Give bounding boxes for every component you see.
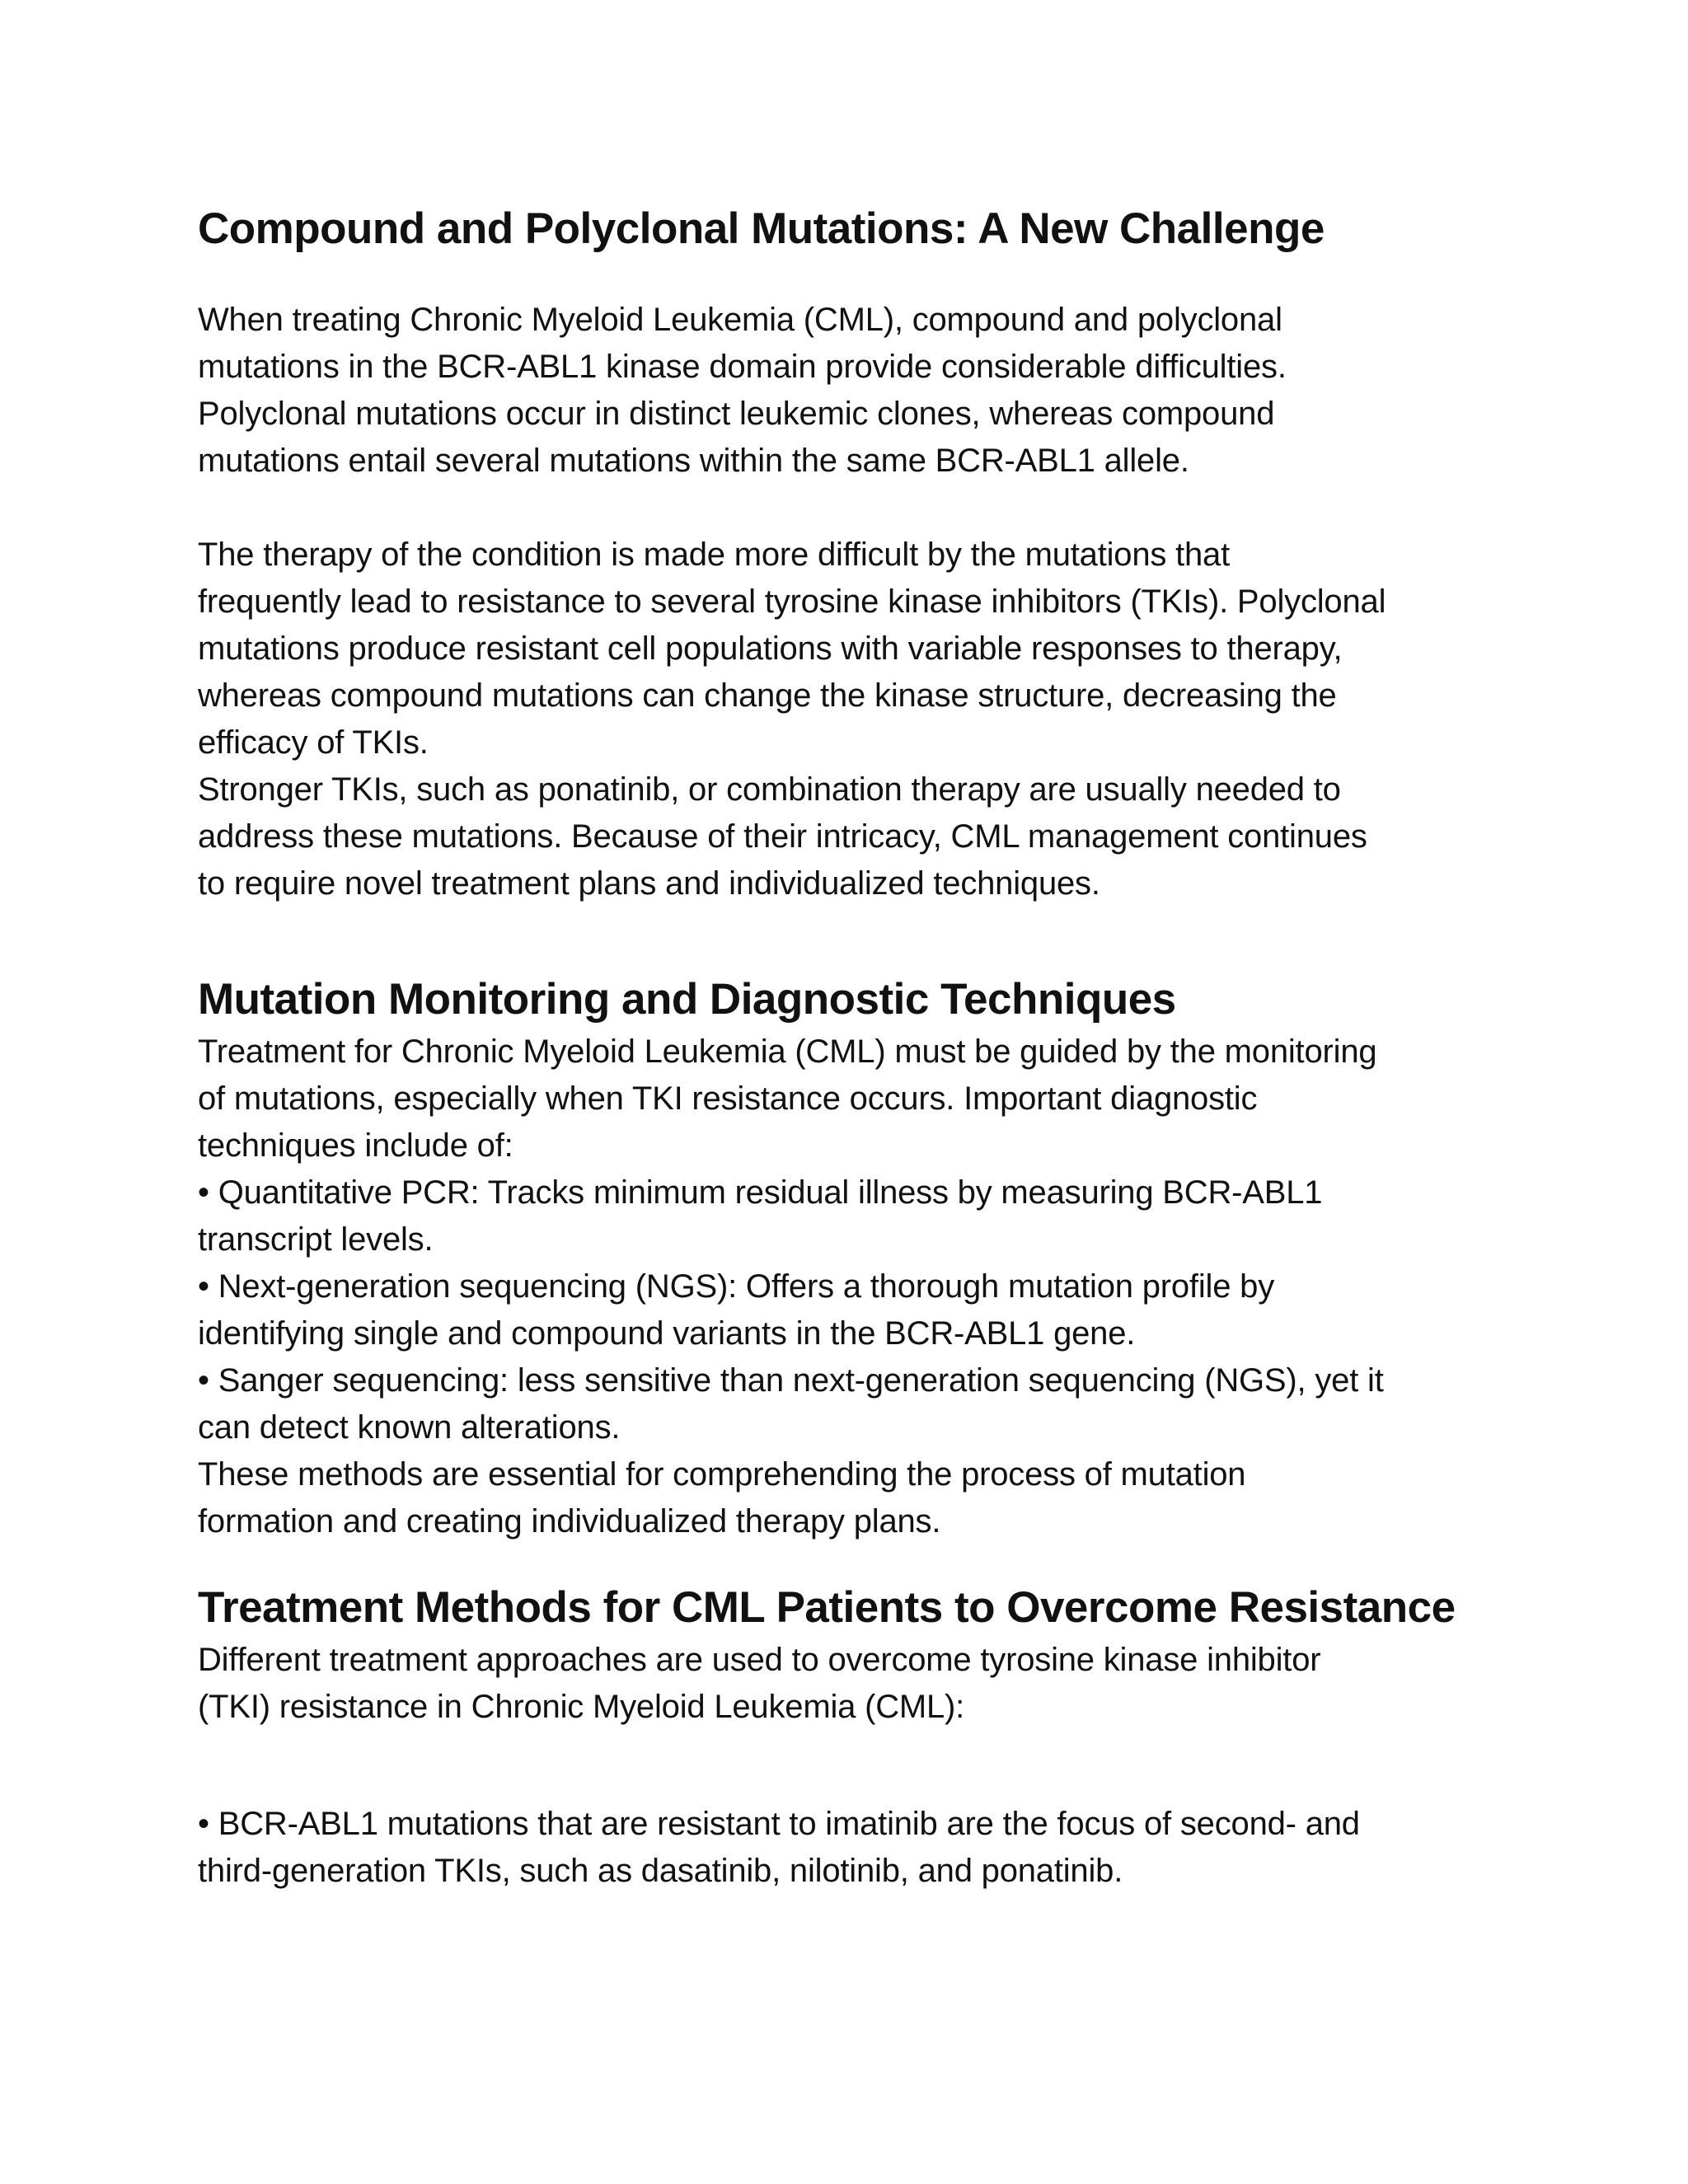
text-line: address these mutations. Because of their intricacy, CML management continues	[198, 818, 1367, 855]
text-line: efficacy of TKIs.	[198, 724, 429, 761]
paragraph-cml-mutations-intro	[198, 297, 1287, 485]
text-line: can detect known alterations.	[198, 1409, 621, 1446]
section-heading-compound-polyclonal: Compound and Polyclonal Mutations: A New Challenge	[198, 204, 1325, 253]
text-line: identifying single and compound variants in the BCR-ABL1 gene.	[198, 1315, 1136, 1352]
section-heading-mutation-monitoring: Mutation Monitoring and Diagnostic Techniques	[198, 975, 1176, 1024]
text-line: whereas compound mutations can change the kinase structure, decreasing the	[198, 677, 1337, 714]
bullet-item-sanger: • Sanger sequencing: less sensitive than next-generation sequencing (NGS), yet it	[198, 1362, 1384, 1399]
text-line: (TKI) resistance in Chronic Myeloid Leukemia (CML):	[198, 1689, 965, 1725]
text-line: Stronger TKIs, such as ponatinib, or combination therapy are usually needed to	[198, 771, 1341, 808]
text-line: transcript levels.	[198, 1221, 434, 1258]
text-line: Treatment for Chronic Myeloid Leukemia (CML) must be guided by the monitoring	[198, 1033, 1377, 1070]
text-line: mutations in the BCR-ABL1 kinase domain provide considerable difficulties.	[198, 349, 1287, 385]
text-line: mutations entail several mutations within the same BCR-ABL1 allele.	[198, 443, 1189, 479]
bullet-item-qpcr: • Quantitative PCR: Tracks minimum residual illness by measuring BCR-ABL1	[198, 1174, 1323, 1211]
text-line: to require novel treatment plans and individualized techniques.	[198, 865, 1100, 902]
text-line: Different treatment approaches are used to overcome tyrosine kinase inhibitor	[198, 1642, 1321, 1678]
bullet-item-tki-generations	[198, 1801, 1360, 1895]
text-line: techniques include of:	[198, 1127, 513, 1164]
paragraph-therapy-resistance	[198, 532, 1386, 907]
text-line: mutations produce resistant cell populations with variable responses to therapy,	[198, 630, 1343, 667]
text-line: frequently lead to resistance to several tyrosine kinase inhibitors (TKIs). Polyclonal	[198, 583, 1386, 620]
text-line: Polyclonal mutations occur in distinct leukemic clones, whereas compound	[198, 396, 1275, 432]
text-line: formation and creating individualized therapy plans.	[198, 1503, 941, 1540]
paragraph-treatment-approaches	[198, 1637, 1320, 1731]
paragraph-diagnostic-techniques	[198, 1029, 1384, 1545]
text-line: These methods are essential for comprehending the process of mutation	[198, 1456, 1246, 1493]
bullet-item-ngs: • Next-generation sequencing (NGS): Offers a thorough mutation profile by	[198, 1268, 1275, 1305]
section-heading-treatment-methods: Treatment Methods for CML Patients to Overcome Resistance	[198, 1583, 1456, 1632]
text-line: third-generation TKIs, such as dasatinib, nilotinib, and ponatinib.	[198, 1853, 1123, 1889]
text-line: When treating Chronic Myeloid Leukemia (CML), compound and polyclonal	[198, 302, 1282, 338]
text-line: • BCR-ABL1 mutations that are resistant to imatinib are the focus of second- and	[198, 1806, 1360, 1842]
text-line: of mutations, especially when TKI resistance occurs. Important diagnostic	[198, 1080, 1258, 1117]
text-line: The therapy of the condition is made more difficult by the mutations that	[198, 537, 1231, 573]
